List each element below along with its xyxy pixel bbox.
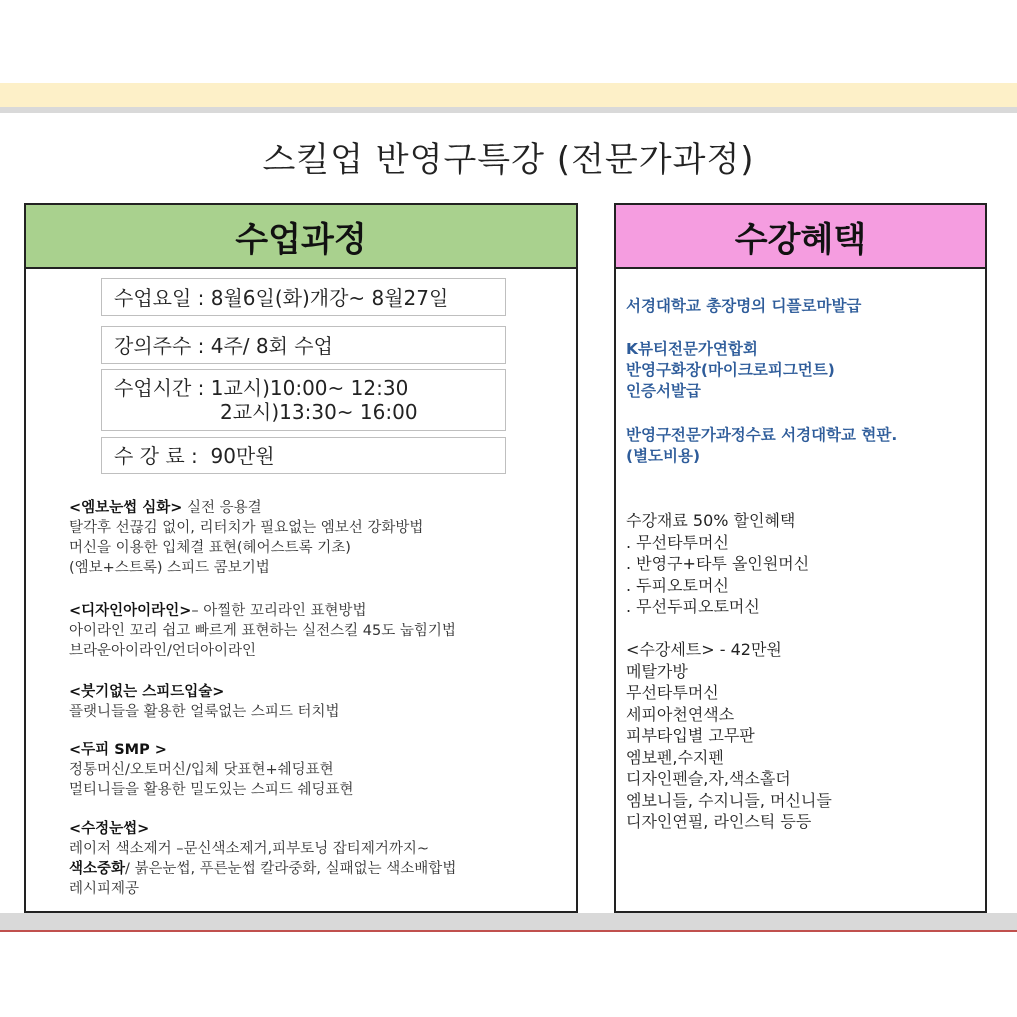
section-line: 플랫니들을 활용한 얼룩없는 스피드 터치법 <box>69 704 340 720</box>
set-item: 디자인펜슬,자,색소홀더 <box>626 769 791 788</box>
section-title: <두피 SMP > <box>69 742 167 758</box>
section-title: <엠보눈썹 심화> <box>69 500 183 516</box>
top-divider <box>0 107 1017 113</box>
discount-title: 수강재료 50% 할인혜택 <box>626 511 796 530</box>
info-fee <box>101 437 506 474</box>
info-weeks <box>101 326 506 364</box>
course-panel <box>24 203 578 913</box>
section-subtitle: 실전 응용결 <box>182 500 262 516</box>
benefit-panel <box>614 203 987 913</box>
benefit-line: 서경대학교 총장명의 디플로마발급 <box>626 297 862 315</box>
benefit-line: (별도비용) <box>626 447 701 465</box>
section-bold-lead: 색소중화 <box>69 861 126 877</box>
benefit-line: K뷰티전문가연합회 <box>626 340 758 358</box>
bottom-band <box>0 913 1017 931</box>
section-title: <수정눈썹> <box>69 821 150 837</box>
info-fee-text: 수 강 료 : 90만원 <box>114 444 275 468</box>
benefit-line: 반영구전문가과정수료 서경대학교 현판. <box>626 426 898 444</box>
benefit-certificate <box>626 339 976 402</box>
set-item: 엠보펜,수지펜 <box>626 747 724 767</box>
discount-item: . 반영구+타투 올인원머신 <box>626 554 810 573</box>
section-line: 레이저 색소제거 –문신색소제거,피부토닝 잡티제거까지~ <box>69 841 429 857</box>
benefit-diploma <box>626 296 976 317</box>
section-line: 정통머신/오토머신/입체 닷표현+쉐딩표현 <box>69 762 334 778</box>
set-item: 무선타투머신 <box>626 683 719 702</box>
top-band <box>0 83 1017 107</box>
section-title: <붓기없는 스피드입술> <box>69 684 225 700</box>
section-line: 브라운아이라인/언더아이라인 <box>69 643 256 659</box>
section-line: 아이라인 꼬리 쉽고 빠르게 표현하는 실전스킬 45도 눕힘기법 <box>69 623 456 639</box>
discount-item: . 두피오토머신 <box>626 575 729 595</box>
info-day-text: 수업요일 : 8월6일(화)개강~ 8월27일 <box>114 286 449 310</box>
benefit-line: 반영구화장(마이크로피그먼트) <box>626 361 835 379</box>
section-lips <box>69 682 559 722</box>
section-correction <box>69 819 559 899</box>
info-time <box>101 369 506 431</box>
section-smp <box>69 740 559 800</box>
course-panel-header: 수업과정 <box>26 205 576 269</box>
info-weeks-text: 강의주수 : 4주/ 8회 수업 <box>114 334 333 358</box>
benefit-plaque <box>626 425 976 467</box>
section-subtitle: – 아찔한 꼬리라인 표현방법 <box>191 603 367 619</box>
benefit-discount <box>626 510 976 618</box>
set-item: 메탈가방 <box>626 661 688 681</box>
section-line: 머신을 이용한 입체결 표현(헤어스트록 기초) <box>69 540 351 556</box>
section-line: 멀티니들을 활용한 밀도있는 스피드 쉐딩표현 <box>69 782 354 798</box>
bottom-accent-line <box>0 930 1017 932</box>
section-line: / 붉은눈썹, 푸른눈썹 칼라중화, 실패없는 색소배합법 <box>125 861 457 877</box>
page-title: 스킬업 반영구특강 (전문가과정) <box>262 140 755 180</box>
benefit-set <box>626 639 976 833</box>
section-eyeliner <box>69 601 559 661</box>
section-embo <box>69 498 559 578</box>
section-line: 탈각후 선끊김 없이, 리터치가 필요없는 엠보선 강화방법 <box>69 520 424 536</box>
discount-item: . 무선두피오토머신 <box>626 597 760 616</box>
info-time-1: 수업시간 : 1교시)10:00~ 12:30 <box>114 376 409 400</box>
section-title: <디자인아이라인> <box>69 603 192 619</box>
info-time-2: 2교시)13:30~ 16:00 <box>220 400 418 424</box>
discount-item: . 무선타투머신 <box>626 532 729 552</box>
benefit-line: 인증서발급 <box>626 382 701 400</box>
benefit-panel-header: 수강혜택 <box>616 205 985 269</box>
section-line: 레시피제공 <box>69 881 140 897</box>
set-item: 세피아천연색소 <box>626 704 735 724</box>
set-item: 엠보니들, 수지니들, 머신니들 <box>626 790 832 810</box>
set-title: <수강세트> - 42만원 <box>626 640 782 659</box>
set-item: 피부타입별 고무판 <box>626 726 755 745</box>
info-day <box>101 278 506 316</box>
set-item: 디자인연필, 라인스틱 등등 <box>626 812 812 831</box>
section-line: (엠보+스트록) 스피드 콤보기법 <box>69 560 270 576</box>
